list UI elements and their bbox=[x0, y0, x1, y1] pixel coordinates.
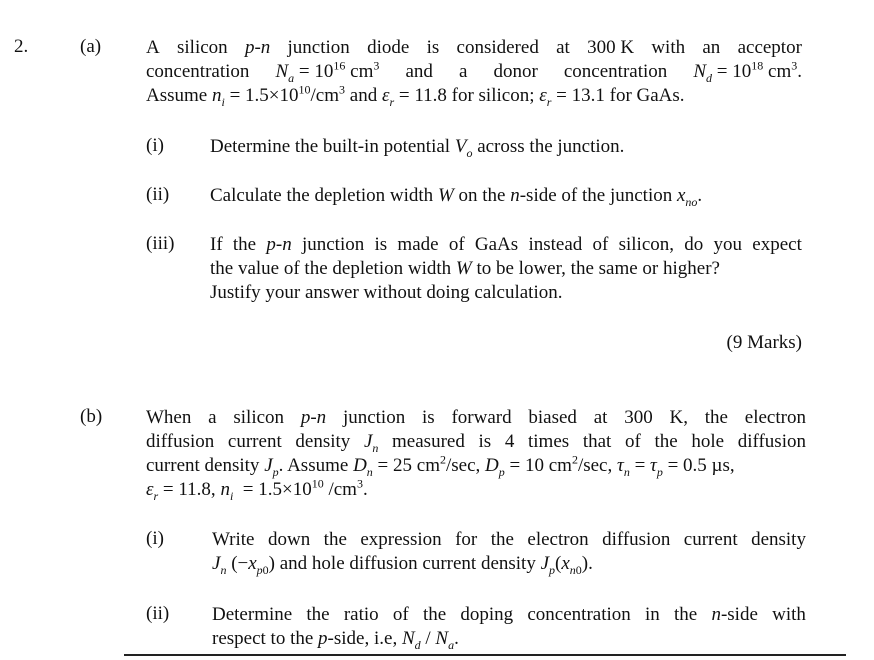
part-b-item-2-label: (ii) bbox=[146, 603, 170, 624]
part-b-item-2-line-1: Determine the ratio of the doping concentration in the n-side with bbox=[212, 604, 806, 625]
part-b-item-1-line-2: $J_n$ $(-x_{p0})$ and hole diffusion current density $J_p(x_{n0})$. bbox=[212, 553, 593, 577]
question-number: 2. bbox=[14, 36, 29, 57]
part-a-item-3-line-3: Justify your answer without doing calculation. bbox=[210, 282, 563, 303]
part-a-item-2-text: Calculate the depletion width W on the n-side of the junction $x_{no}$. bbox=[210, 185, 703, 209]
part-a-item-3-line-2: the value of the depletion width W to be lower, the same or higher? bbox=[210, 258, 720, 279]
part-a-item-2-label: (ii) bbox=[146, 184, 170, 205]
part-b-item-1-text bbox=[212, 528, 806, 576]
part-a-item-3-line-1: If the p-n junction is made of GaAs instead of silicon, do you expect bbox=[210, 234, 802, 255]
part-b-item-1-label: (i) bbox=[146, 528, 164, 549]
part-a-item-3-text bbox=[210, 233, 802, 305]
part-b-item-2-line-2: respect to the p-side, i.e, $N_d / N_a$. bbox=[212, 628, 459, 652]
marks-label: (9 Marks) bbox=[726, 332, 802, 353]
part-b-intro bbox=[146, 406, 806, 502]
part-a-intro-line-3: Assume $n_i = 1.5\times 10^{10}/cm^3$ and $\varepsilon_r = 11.8$ for silicon; $\varepsilon_r = 13.1$ for GaAs. bbox=[146, 82, 685, 109]
part-a-item-1-text: Determine the built-in potential $V_o$ across the junction. bbox=[210, 136, 625, 160]
bottom-rule bbox=[124, 654, 846, 656]
part-a-item-3-label: (iii) bbox=[146, 233, 175, 254]
part-b-intro-line-2: diffusion current density $J_n$ measured is 4 times that of the hole diffusion bbox=[146, 431, 806, 455]
part-b-item-2-text bbox=[212, 603, 806, 651]
part-b-label: (b) bbox=[80, 406, 103, 427]
part-a-intro-line-2: concentration $N_a = 10^{16}$ $cm^3$ and a donor concentration $N_d = 10^{18}$ $cm^3$. bbox=[146, 58, 802, 85]
part-a-item-1-label: (i) bbox=[146, 135, 164, 156]
part-a-label: (a) bbox=[80, 36, 102, 57]
part-a-intro-line-1: A silicon p-n junction diode is considered at 300 K with an acceptor bbox=[146, 37, 802, 58]
part-b-intro-line-4: $\varepsilon_r = 11.8$, $n_i = 1.5\times 10^{10}$ $/cm^3$. bbox=[146, 476, 368, 503]
part-b-intro-line-3: current density $J_p$. Assume $D_n = 25$ $cm^2/\sec$, $D_p = 10$ $cm^2/\sec$, $\tau_n = \tau_p = 0.5$ µs, bbox=[146, 452, 735, 479]
part-b-intro-line-1: When a silicon p-n junction is forward biased at 300 K, the electron bbox=[146, 407, 806, 428]
part-a-intro bbox=[146, 36, 802, 108]
part-b-item-1-line-1: Write down the expression for the electron diffusion current density bbox=[212, 529, 806, 550]
